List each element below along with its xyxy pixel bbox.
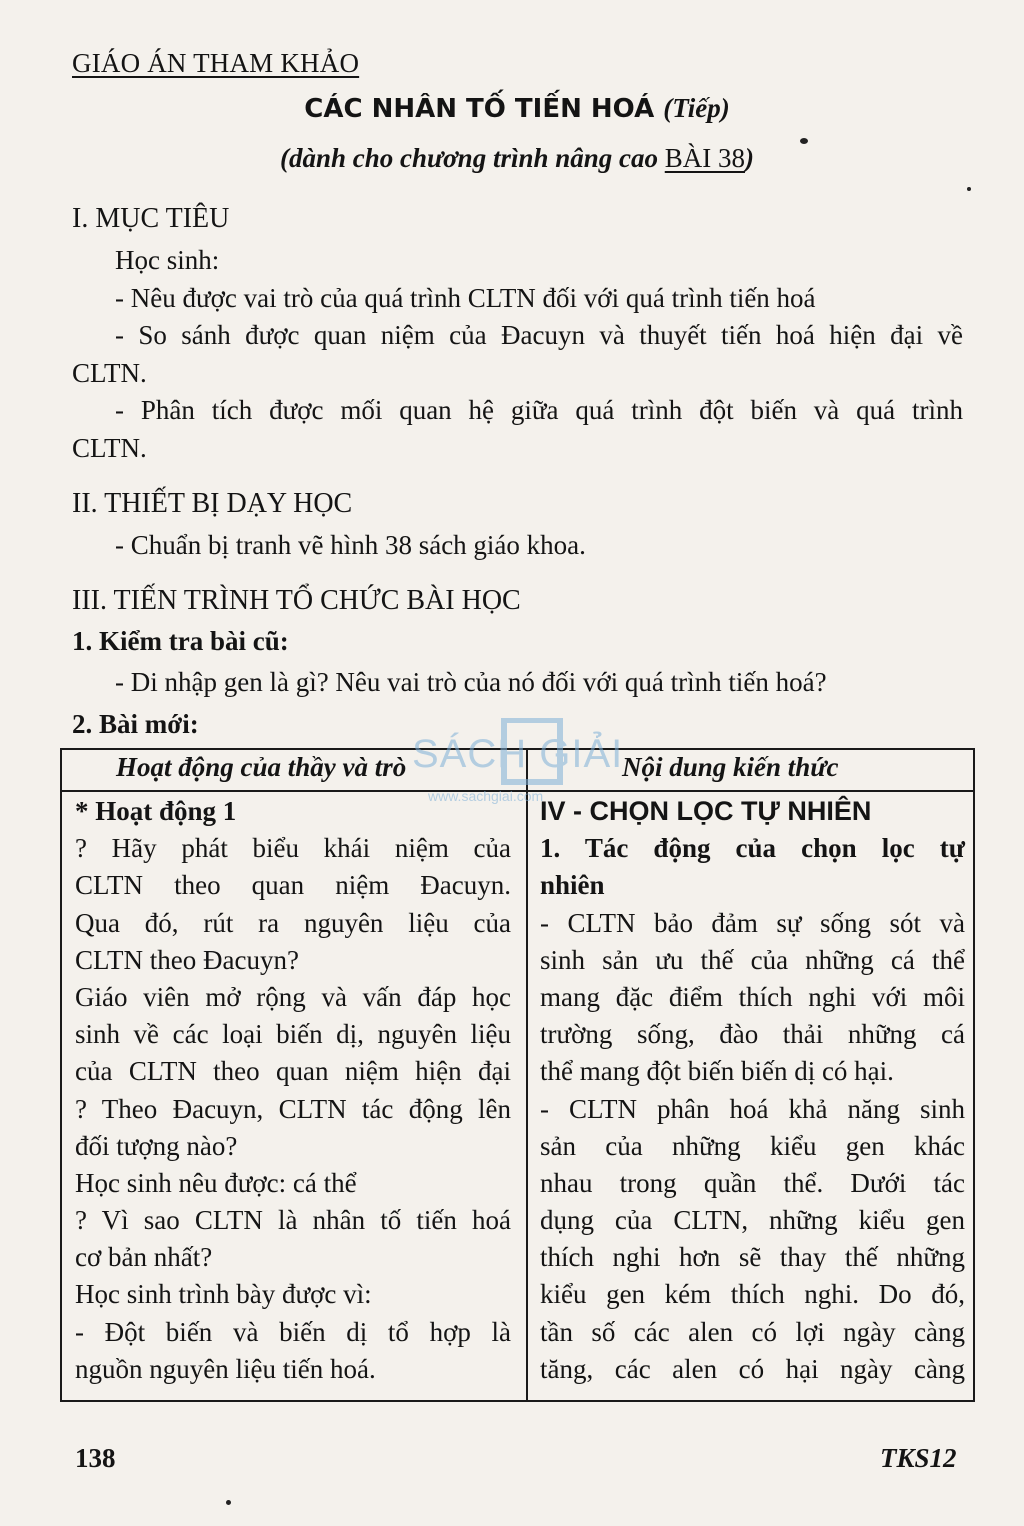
subtitle-suffix: ) xyxy=(745,143,754,173)
activity-line: sinh về các loại biến dị, nguyên liệu xyxy=(75,1019,511,1050)
content-cell xyxy=(540,793,965,1388)
activity-line: Học sinh trình bày được vì: xyxy=(75,1279,372,1310)
objective-1: - Nêu được vai trò của quá trình CLTN đối với quá trình tiến hoá xyxy=(115,283,816,313)
activity-line: ? Hãy phát biểu khái niệm của xyxy=(75,833,511,864)
section-objectives-heading: I. MỤC TIÊU xyxy=(72,203,230,234)
objective-2-line-1: - So sánh được quan niệm của Đacuyn và thuyết tiến hoá hiện đại về xyxy=(115,320,963,350)
content-line: thích nghi hơn sẽ thay thế những xyxy=(540,1242,965,1273)
content-subheading: 1. Tác động của chọn lọc tự xyxy=(540,833,965,864)
reference-label: GIÁO ÁN THAM KHẢO xyxy=(72,48,360,78)
page-title xyxy=(0,93,1024,124)
objectives-intro: Học sinh: xyxy=(115,245,220,275)
column-divider xyxy=(526,750,528,1400)
activity-line: Qua đó, rút ra nguyên liệu của xyxy=(75,907,511,938)
objective-3-line-2: CLTN. xyxy=(72,433,147,463)
col-header-content: Nội dung kiến thức xyxy=(622,752,839,782)
lesson-table xyxy=(60,748,975,1402)
content-line: sản của những kiểu gen khác xyxy=(540,1130,965,1161)
scan-speck xyxy=(226,1500,231,1505)
activity-line: cơ bản nhất? xyxy=(75,1242,213,1273)
activity-line: đối tượng nào? xyxy=(75,1130,238,1161)
content-line: sinh sản ưu thế của những cá thể xyxy=(540,944,965,975)
content-line: dụng của CLTN, những kiểu gen xyxy=(540,1205,965,1236)
watermark-brand: SÁCH GIẢI xyxy=(412,732,624,776)
watermark xyxy=(412,718,622,808)
book-code: TKS12 xyxy=(880,1443,957,1473)
title-main: CÁC NHÂN TỐ TIẾN HOÁ xyxy=(304,94,655,124)
content-line: kiểu gen kém thích nghi. Do đó, xyxy=(540,1279,965,1310)
activity-line: Học sinh nêu được: cá thể xyxy=(75,1167,357,1198)
content-line: - CLTN bảo đảm sự sống sót và xyxy=(540,907,965,938)
scan-speck xyxy=(967,187,971,191)
subtitle-lesson: BÀI 38 xyxy=(664,143,745,173)
activity-title: * Hoạt động 1 xyxy=(75,796,237,826)
content-subheading: nhiên xyxy=(540,870,605,901)
activity-line: của CLTN theo quan niệm hiện đại xyxy=(75,1056,511,1087)
old-lesson-question: - Di nhập gen là gì? Nêu vai trò của nó đối với quá trình tiến hoá? xyxy=(115,667,827,697)
content-line: thể mang đột biến biến dị có hại. xyxy=(540,1056,894,1087)
watermark-url: www.sachgiai.com xyxy=(428,788,544,804)
content-section-heading: IV - CHỌN LỌC TỰ NHIÊN xyxy=(540,796,872,826)
objective-3-line-1: - Phân tích được mối quan hệ giữa quá trình đột biến và quá trình xyxy=(115,395,963,425)
equipment-line: - Chuẩn bị tranh vẽ hình 38 sách giáo khoa. xyxy=(115,530,586,560)
activity-line: ? Vì sao CLTN là nhân tố tiến hoá xyxy=(75,1205,511,1236)
activity-line: CLTN theo quan niệm Đacuyn. xyxy=(75,870,511,901)
content-line: mang đặc điểm thích nghi với môi xyxy=(540,981,965,1012)
section-process-heading: III. TIẾN TRÌNH TỔ CHỨC BÀI HỌC xyxy=(72,585,521,616)
activity-line: CLTN theo Đacuyn? xyxy=(75,944,299,975)
objective-2-line-2: CLTN. xyxy=(72,358,147,388)
content-line: tăng, các alen có hại ngày càng xyxy=(540,1353,965,1384)
content-line: - CLTN phân hoá khả năng sinh xyxy=(540,1093,965,1124)
subtitle xyxy=(0,143,1024,174)
scan-speck xyxy=(800,138,808,144)
title-suffix: (Tiếp) xyxy=(663,93,730,123)
activity-line: Giáo viên mở rộng và vấn đáp học xyxy=(75,981,511,1012)
old-lesson-check-heading: 1. Kiểm tra bài cũ: xyxy=(72,626,289,656)
col-header-activities: Hoạt động của thầy và trò xyxy=(116,752,407,782)
subtitle-prefix: (dành cho chương trình nâng cao xyxy=(279,143,665,173)
activity-line: - Đột biến và biến dị tổ hợp là xyxy=(75,1316,511,1347)
activities-cell xyxy=(75,793,511,1388)
content-line: nhau trong quần thể. Dưới tác xyxy=(540,1167,965,1198)
new-lesson-heading: 2. Bài mới: xyxy=(72,709,199,739)
activity-line: nguồn nguyên liệu tiến hoá. xyxy=(75,1353,376,1384)
page-number: 138 xyxy=(75,1443,116,1473)
activity-line: ? Theo Đacuyn, CLTN tác động lên xyxy=(75,1093,511,1124)
content-line: trường sống, đào thải những cá xyxy=(540,1019,965,1050)
section-equipment-heading: II. THIẾT BỊ DẠY HỌC xyxy=(72,488,353,519)
content-line: tần số các alen có lợi ngày càng xyxy=(540,1316,965,1347)
